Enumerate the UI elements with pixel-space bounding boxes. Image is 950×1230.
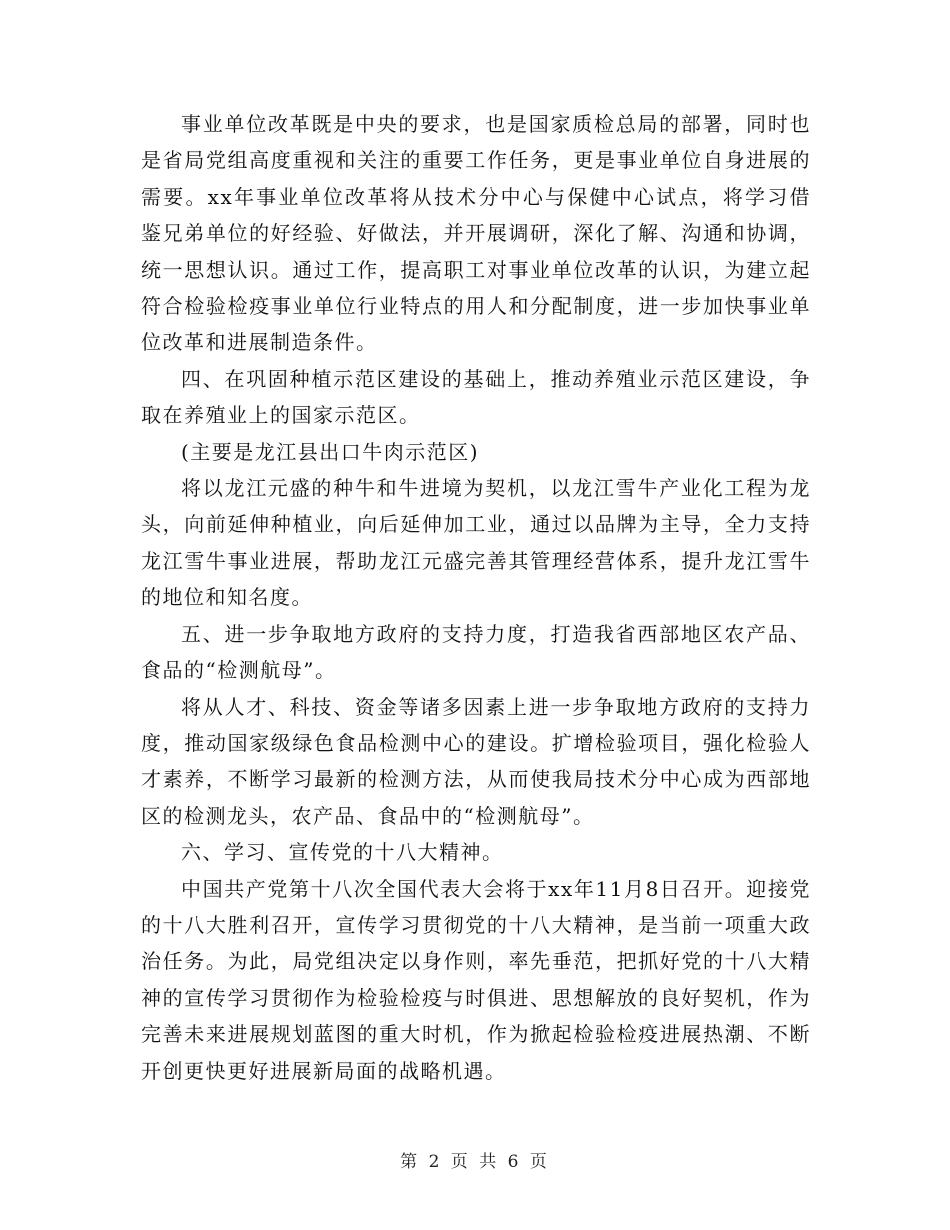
paragraph-reform: 事业单位改革既是中央的要求，也是国家质检总局的部署，同时也是省局党组高度重视和关注的重要工作任务，更是事业单位自身进展的需要。xx年事业单位改革将从技术分中心与保健中心试点，将学习借鉴兄弟单位的好经验、好做法，并开展调研，深化了解、沟通和协调，统一思想认识。通过工作，提高职工对事业单位改革的认识，为建立起符合检验检疫事业单位行业特点的用人和分配制度，进一步加快事业单位改革和进展制造条件。: [141, 112, 811, 355]
paragraph-testing-center: 将从人才、科技、资金等诸多因素上进一步争取地方政府的支持力度，推动国家级绿色食品检测中心的建设。扩增检验项目，强化检验人才素养，不断学习最新的检测方法，从而使我局技术分中心成为西部地区的检测龙头，农产品、食品中的“检测航母”。: [141, 694, 811, 828]
paragraph-longjiang-beef: 将以龙江元盛的种牛和牛进境为契机，以龙江雪牛产业化工程为龙头，向前延伸种植业，向后延伸加工业，通过以品牌为主导，全力支持龙江雪牛事业进展，帮助龙江元盛完善其管理经营体系，提升龙江雪牛的地位和知名度。: [141, 476, 811, 610]
document-body: [141, 106, 811, 1089]
paragraph-note-longjiang: (主要是龙江县出口牛肉示范区): [181, 439, 480, 464]
paragraph-party-congress: 中国共产党第十八次全国代表大会将于xx年11月8日召开。迎接党的十八大胜利召开，宣传学习贯彻党的十八大精神，是当前一项重大政治任务。为此，局党组决定以身作则，率先垂范，把抓好党的十八大精神的宣传学习贯彻作为检验检疫与时俱进、思想解放的良好契机，作为完善未来进展规划蓝图的重大时机，作为掀起检验检疫进展热潮、不断开创更快更好进展新局面的战略机遇。: [141, 876, 811, 1083]
heading-section-four: 四、在巩固种植示范区建设的基础上，推动养殖业示范区建设，争取在养殖业上的国家示范区。: [141, 366, 811, 428]
page-number-footer: 第 2 页 共 6 页: [400, 1152, 550, 1172]
heading-section-six: 六、学习、宣传党的十八大精神。: [181, 840, 504, 865]
heading-section-five: 五、进一步争取地方政府的支持力度，打造我省西部地区农产品、食品的“检测航母”。: [141, 621, 811, 683]
